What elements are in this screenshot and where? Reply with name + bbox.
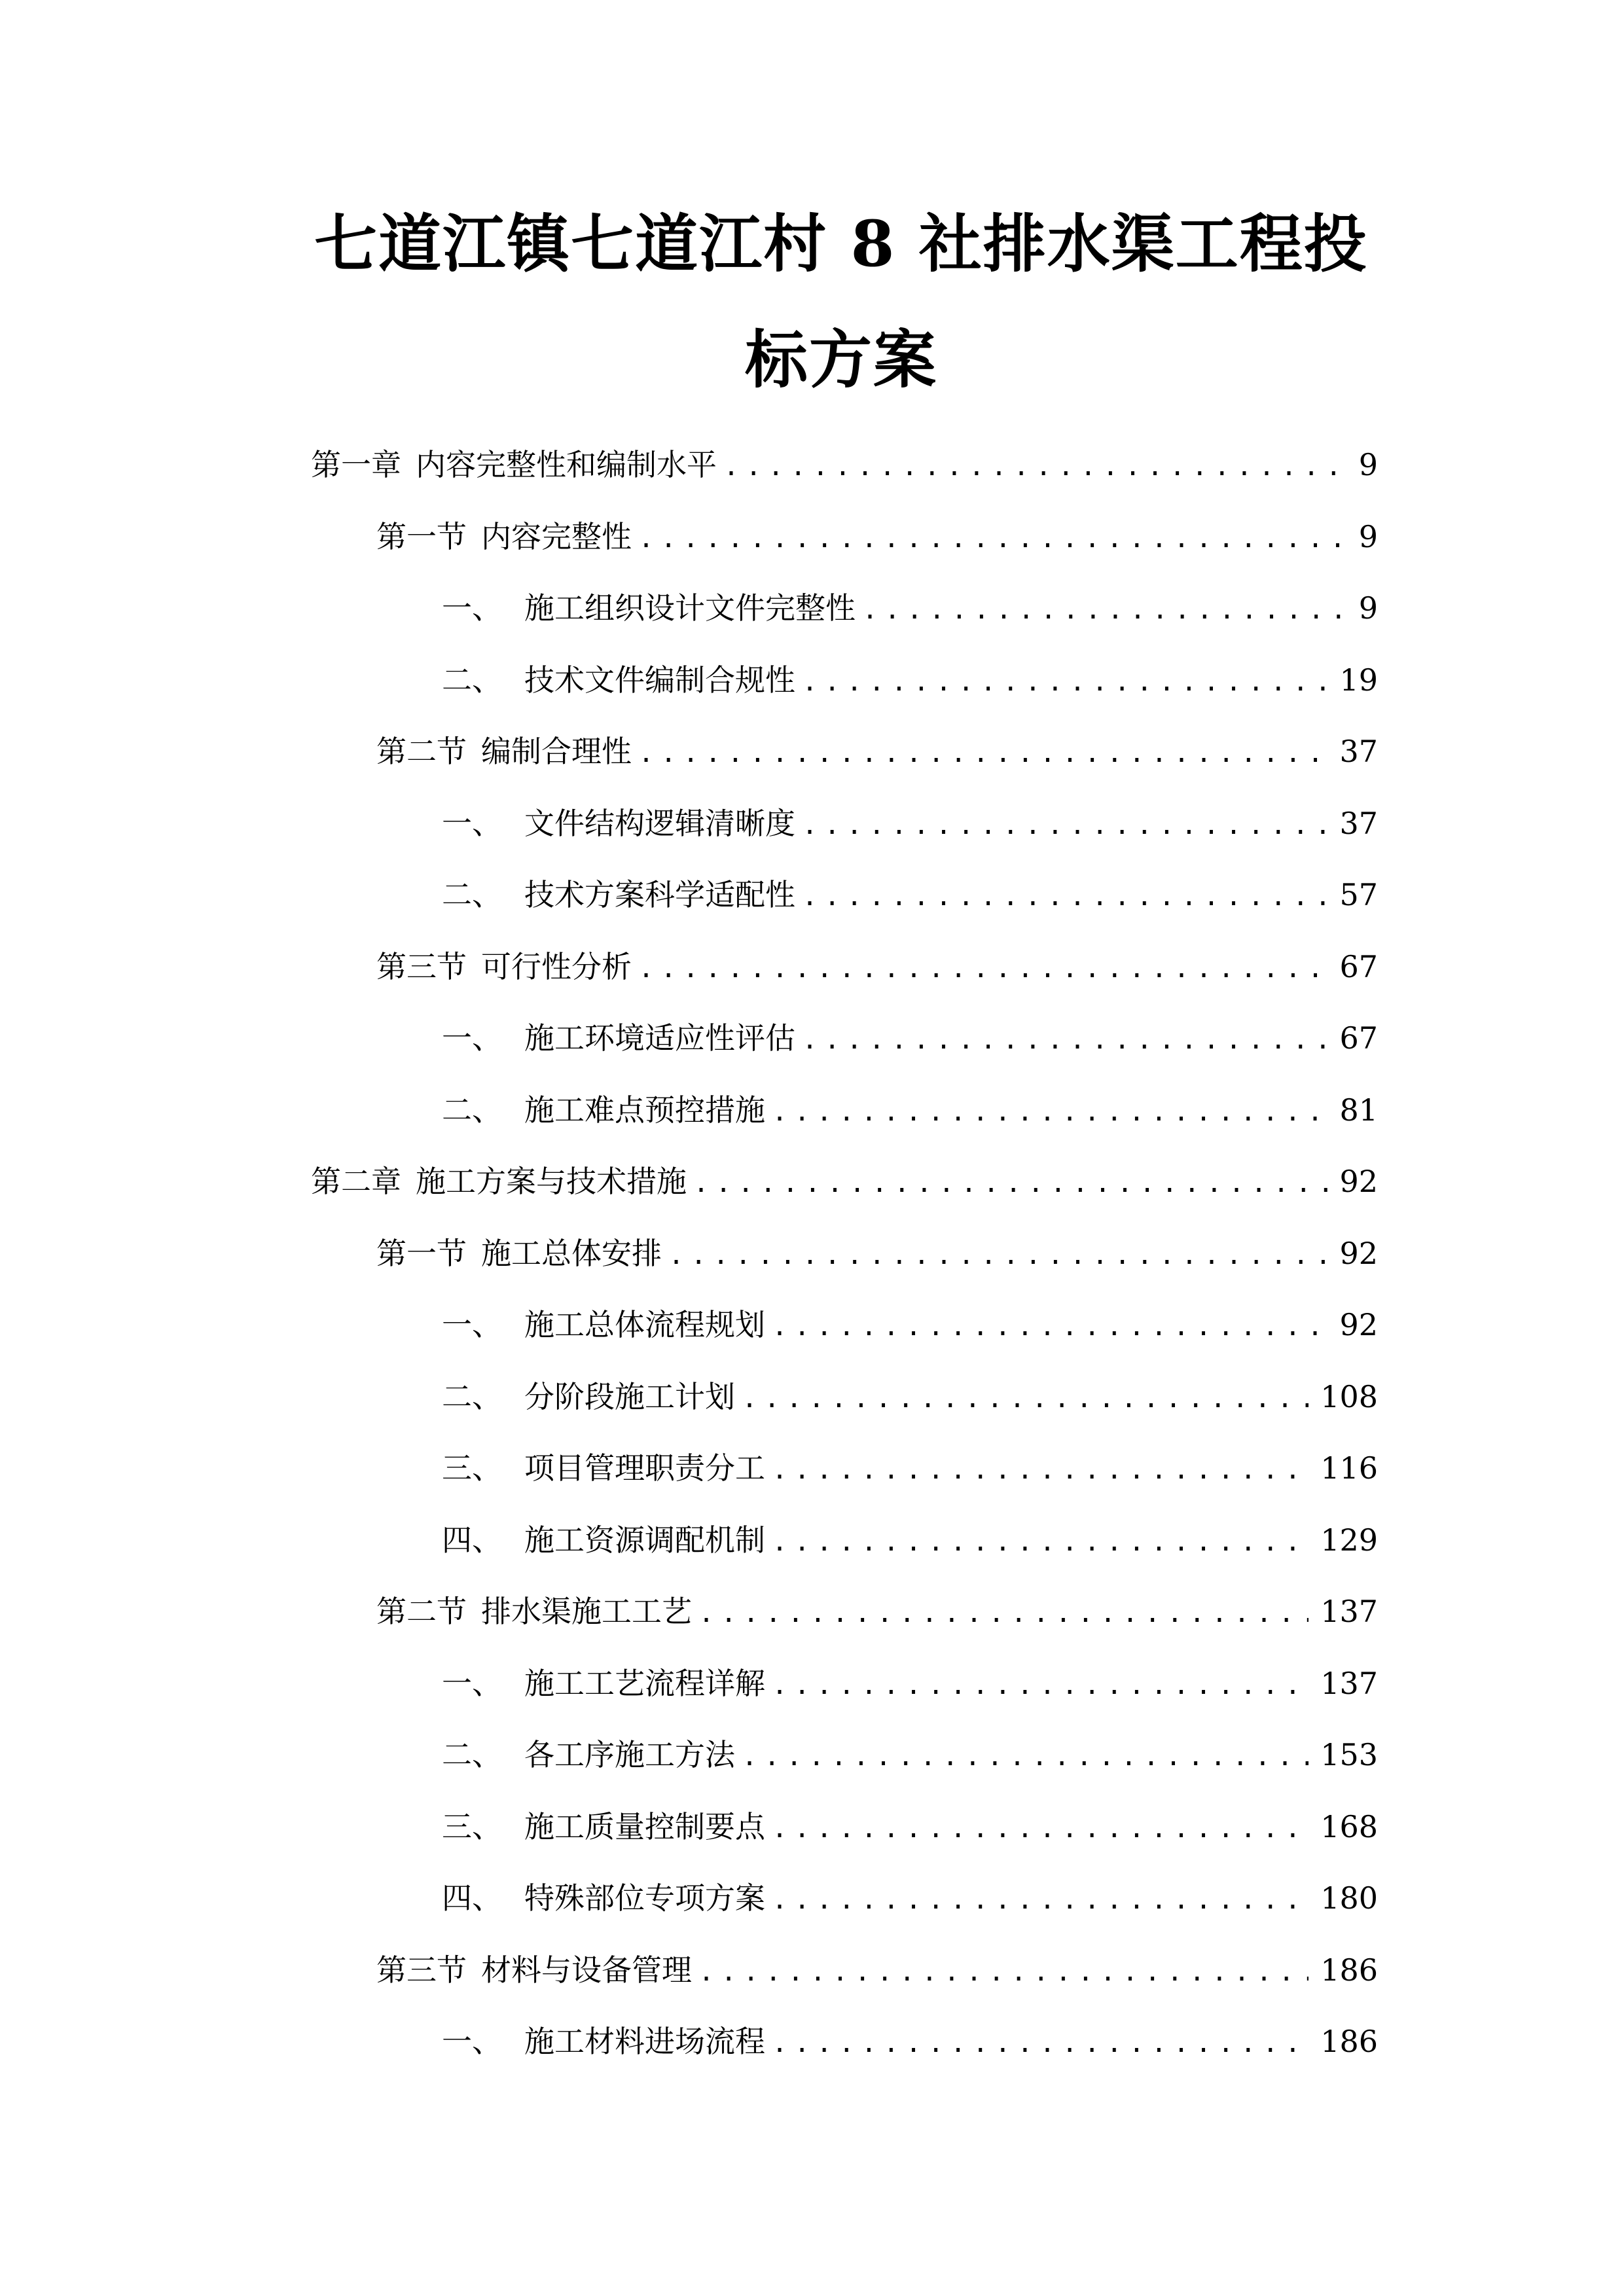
toc-dot-leader (772, 2017, 1308, 2070)
toc-dot-leader (693, 1157, 1327, 1210)
toc-entry-number: 四、 (442, 1880, 502, 1916)
toc-dot-leader (772, 1300, 1327, 1353)
toc-entry[interactable] (442, 1657, 1378, 1710)
toc-entry-label: 施工环境适应性评估 (524, 1020, 795, 1056)
toc-entry-number: 三、 (442, 1450, 502, 1486)
toc-entry[interactable] (442, 1514, 1378, 1566)
toc-entry-label: 施工总体流程规划 (524, 1307, 765, 1342)
toc-entry[interactable] (376, 725, 1378, 778)
toc-entry-page-number: 186 (1320, 1952, 1378, 1988)
toc-entry-number: 第三节 (376, 948, 467, 984)
toc-entry-number: 一、 (442, 1307, 502, 1342)
toc-entry[interactable] (311, 439, 1378, 491)
toc-dot-leader (638, 942, 1327, 995)
toc-entry-label: 可行性分析 (481, 948, 632, 984)
toc-dot-leader (638, 727, 1327, 780)
toc-entry[interactable] (442, 1872, 1378, 1924)
toc-entry[interactable] (442, 582, 1378, 634)
toc-dot-leader (772, 1516, 1308, 1568)
toc-entry-page-number: 153 (1320, 1737, 1378, 1772)
toc-dot-leader (772, 1874, 1308, 1926)
toc-entry-label: 施工材料进场流程 (524, 2024, 765, 2059)
toc-entry-label: 施工组织设计文件完整性 (524, 590, 856, 626)
toc-entry-number: 二、 (442, 662, 502, 698)
toc-entry-number: 二、 (442, 877, 502, 912)
toc-entry[interactable] (442, 1299, 1378, 1351)
toc-entry[interactable] (442, 797, 1378, 850)
toc-entry-label: 施工工艺流程详解 (524, 1665, 765, 1701)
toc-entry-number: 三、 (442, 1808, 502, 1844)
toc-entry-page-number: 9 (1358, 590, 1378, 626)
toc-entry-page-number: 81 (1339, 1092, 1378, 1128)
toc-entry-label: 特殊部位专项方案 (524, 1880, 765, 1916)
toc-entry-page-number: 180 (1320, 1880, 1378, 1916)
toc-entry-label: 排水渠施工工艺 (481, 1594, 692, 1629)
toc-entry-page-number: 186 (1320, 2024, 1378, 2059)
toc-entry-page-number: 92 (1339, 1307, 1378, 1342)
toc-dot-leader (802, 799, 1327, 852)
toc-dot-leader (802, 656, 1327, 708)
toc-entry-page-number: 168 (1320, 1808, 1378, 1844)
toc-entry-page-number: 37 (1339, 734, 1378, 769)
toc-entry-label: 材料与设备管理 (481, 1952, 692, 1988)
toc-entry-number: 第二章 (311, 1164, 401, 1199)
toc-entry-number: 第一节 (376, 518, 467, 554)
toc-entry[interactable] (442, 1729, 1378, 1781)
toc-entry[interactable] (442, 869, 1378, 921)
toc-entry-number: 第一章 (311, 447, 401, 482)
toc-entry-label: 技术方案科学适配性 (524, 877, 795, 912)
toc-entry[interactable] (376, 1227, 1378, 1280)
toc-entry-page-number: 9 (1358, 447, 1378, 482)
toc-entry-page-number: 129 (1320, 1522, 1378, 1558)
toc-entry-page-number: 19 (1339, 662, 1378, 698)
toc-entry[interactable] (442, 1084, 1378, 1136)
toc-entry-page-number: 92 (1339, 1164, 1378, 1199)
toc-entry[interactable] (376, 1585, 1378, 1638)
toc-entry-page-number: 108 (1320, 1378, 1378, 1414)
toc-entry-number: 一、 (442, 1020, 502, 1056)
toc-dot-leader (862, 584, 1347, 636)
toc-entry[interactable] (311, 1155, 1378, 1208)
toc-dot-leader (742, 1372, 1308, 1425)
toc-entry[interactable] (442, 1371, 1378, 1423)
toc-dot-leader (638, 512, 1347, 565)
toc-entry-label: 施工质量控制要点 (524, 1808, 765, 1844)
toc-entry-number: 第二节 (376, 1594, 467, 1629)
toc-entry-label: 分阶段施工计划 (524, 1378, 735, 1414)
toc-dot-leader (698, 1946, 1308, 1998)
toc-entry-page-number: 67 (1339, 948, 1378, 984)
toc-entry-label: 文件结构逻辑清晰度 (524, 805, 795, 841)
toc-dot-leader (772, 1444, 1308, 1496)
toc-entry-label: 施工总体安排 (481, 1235, 662, 1271)
toc-dot-leader (772, 1659, 1308, 1712)
toc-entry-label: 各工序施工方法 (524, 1737, 735, 1772)
toc-entry[interactable] (442, 1801, 1378, 1853)
toc-dot-leader (742, 1731, 1308, 1783)
toc-dot-leader (772, 1086, 1327, 1138)
toc-entry-page-number: 137 (1320, 1665, 1378, 1701)
toc-entry-page-number: 57 (1339, 877, 1378, 912)
toc-entry-label: 内容完整性和编制水平 (416, 447, 717, 482)
toc-entry-page-number: 67 (1339, 1020, 1378, 1056)
toc-entry-number: 四、 (442, 1522, 502, 1558)
toc-entry-label: 施工资源调配机制 (524, 1522, 765, 1558)
toc-entry-page-number: 9 (1358, 518, 1378, 554)
toc-entry[interactable] (442, 1012, 1378, 1064)
toc-entry-number: 二、 (442, 1378, 502, 1414)
toc-entry-page-number: 137 (1320, 1594, 1378, 1629)
toc-entry[interactable] (376, 1944, 1378, 1996)
toc-entry-number: 第一节 (376, 1235, 467, 1271)
toc-dot-leader (802, 870, 1327, 923)
toc-dot-leader (772, 1803, 1308, 1855)
toc-dot-leader (668, 1229, 1327, 1282)
toc-entry[interactable] (442, 654, 1378, 706)
toc-entry-number: 一、 (442, 590, 502, 626)
document-title-line-2: 标方案 (745, 323, 937, 397)
toc-entry-number: 一、 (442, 1665, 502, 1701)
toc-dot-leader (698, 1587, 1308, 1640)
toc-entry[interactable] (376, 941, 1378, 993)
toc-entry-number: 第二节 (376, 734, 467, 769)
toc-entry-number: 第三节 (376, 1952, 467, 1988)
toc-entry-label: 技术文件编制合规性 (524, 662, 795, 698)
toc-entry-page-number: 37 (1339, 805, 1378, 841)
toc-entry-number: 一、 (442, 2024, 502, 2059)
toc-entry-label: 施工难点预控措施 (524, 1092, 765, 1128)
toc-dot-leader (723, 440, 1347, 493)
toc-entry-number: 二、 (442, 1092, 502, 1128)
document-title-line-1: 七道江镇七道江村 8 社排水渠工程投 (314, 207, 1368, 281)
toc-entry-label: 内容完整性 (481, 518, 632, 554)
toc-entry-page-number: 116 (1320, 1450, 1378, 1486)
toc-entry-label: 编制合理性 (481, 734, 632, 769)
toc-entry[interactable] (376, 511, 1378, 563)
toc-entry-page-number: 92 (1339, 1235, 1378, 1271)
toc-entry-label: 施工方案与技术措施 (416, 1164, 687, 1199)
toc-entry-number: 一、 (442, 805, 502, 841)
toc-dot-leader (802, 1014, 1327, 1066)
toc-entry-number: 二、 (442, 1737, 502, 1772)
toc-entry-label: 项目管理职责分工 (524, 1450, 765, 1486)
toc-entry[interactable] (442, 2015, 1378, 2068)
toc-entry[interactable] (442, 1442, 1378, 1494)
